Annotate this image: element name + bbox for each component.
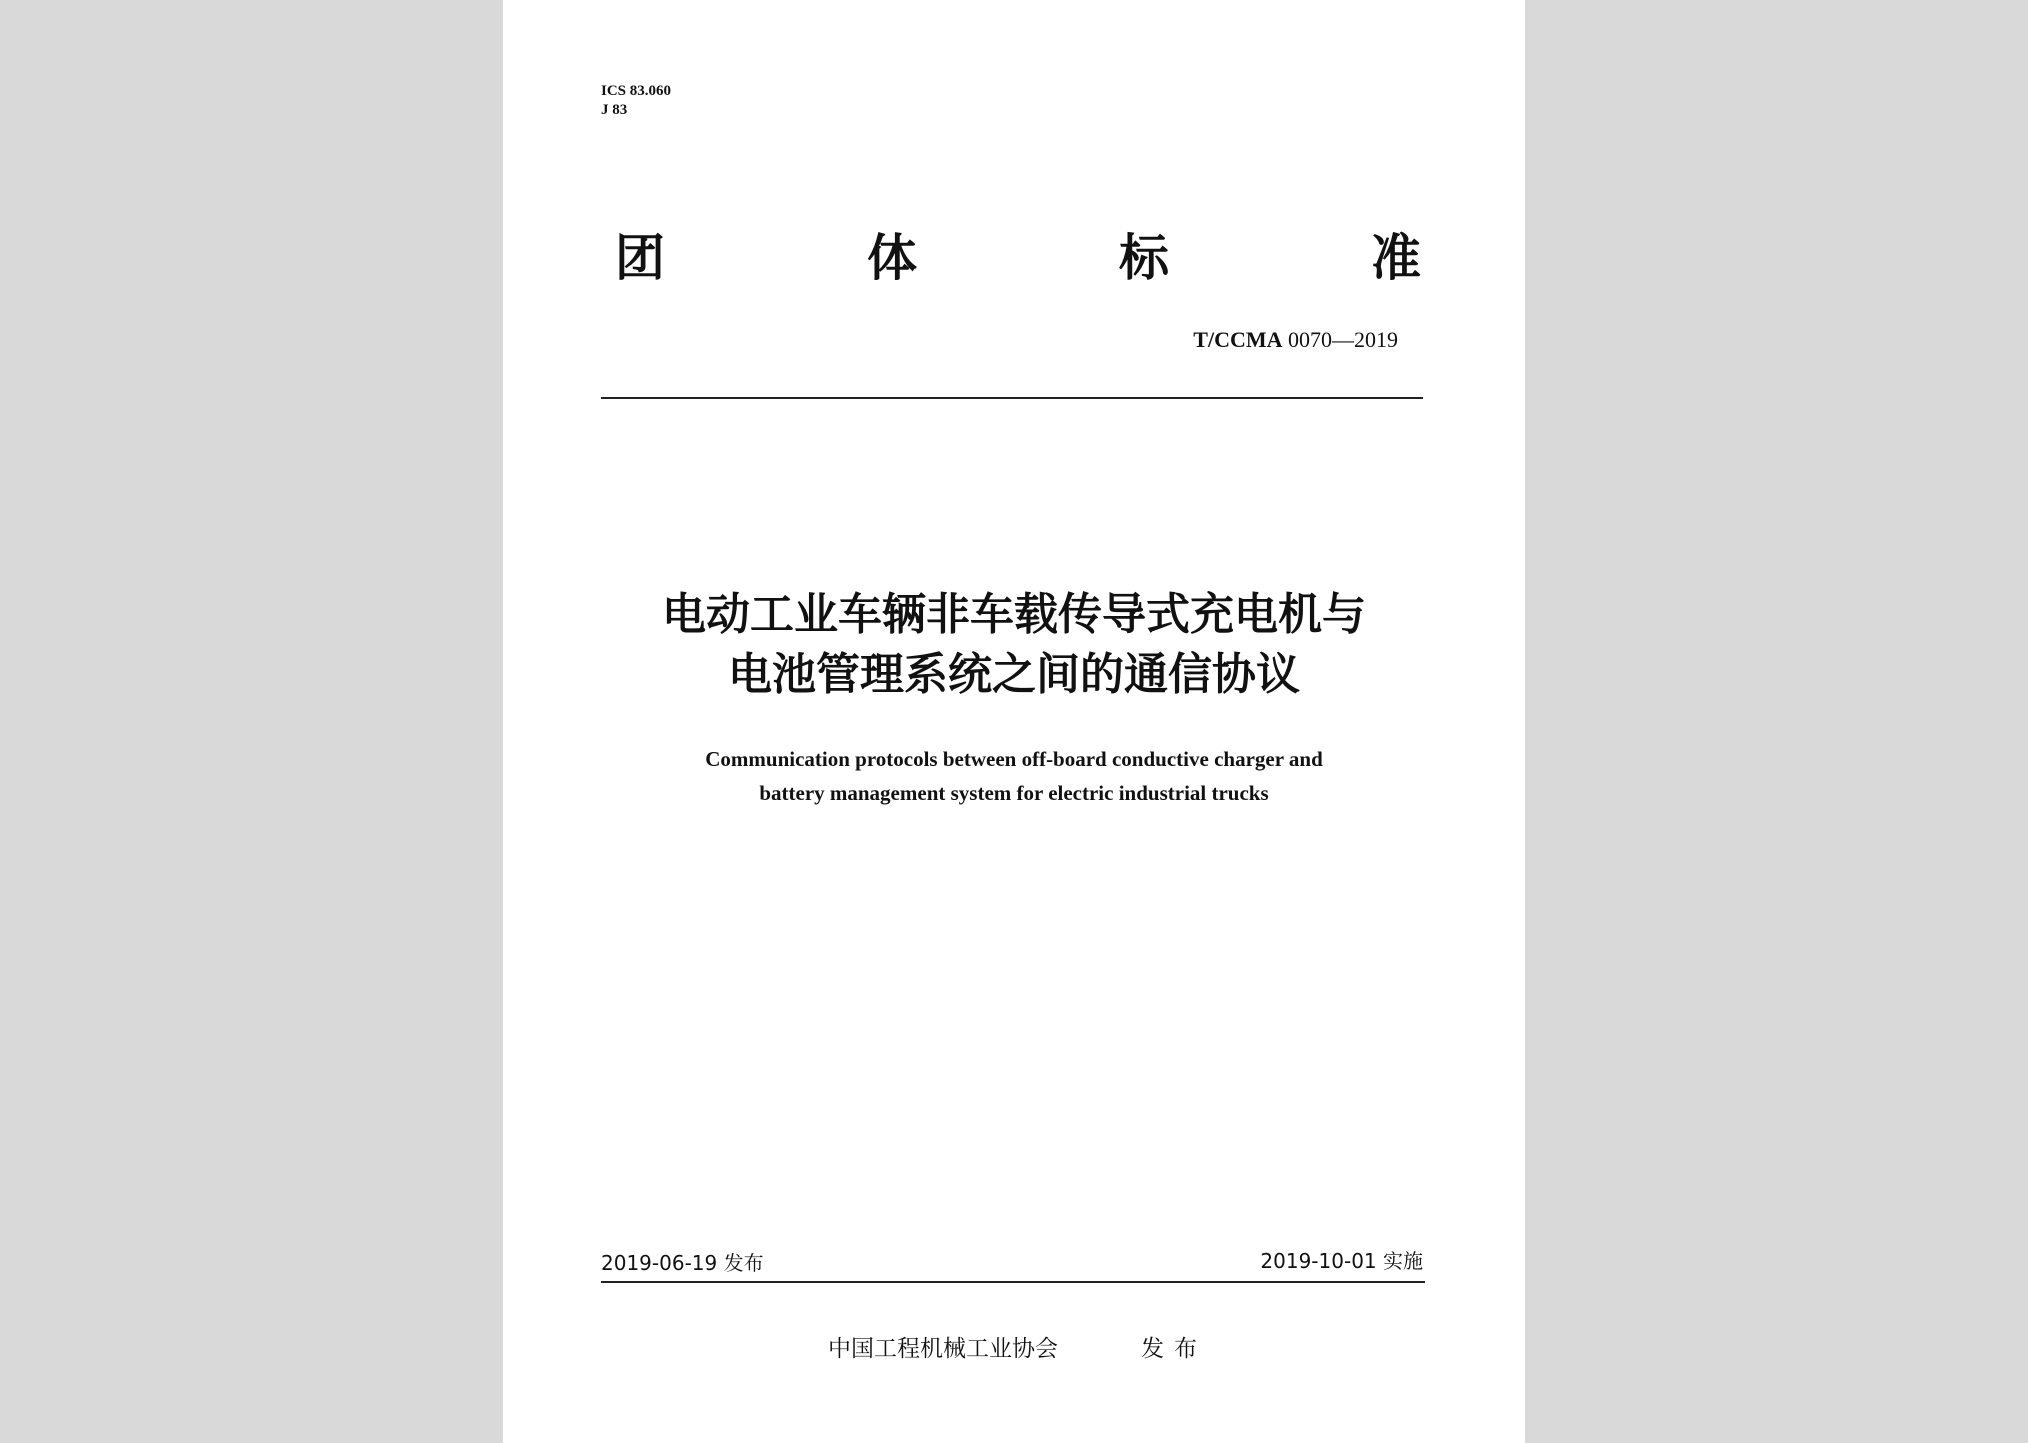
issue-date: 2019-06-19 发布 bbox=[601, 1251, 764, 1275]
standard-type-char: 准 bbox=[1371, 229, 1421, 287]
english-title-line-1: Communication protocols between off-board conductive charger and bbox=[705, 747, 1323, 771]
chinese-title-line-2: 电池管理系统之间的通信协议 bbox=[728, 649, 1300, 700]
ics-code: ICS 83.060 bbox=[601, 83, 672, 99]
document-page bbox=[503, 0, 1525, 1443]
chinese-title bbox=[503, 585, 1525, 705]
standard-type-char: 标 bbox=[1119, 229, 1169, 287]
standard-type-char: 团 bbox=[615, 229, 665, 287]
ccs-code: J 83 bbox=[601, 102, 628, 118]
standard-number-prefix: T/CCMA bbox=[1193, 327, 1283, 352]
classification-codes bbox=[601, 82, 671, 120]
english-title-line-2: battery management system for electric industrial trucks bbox=[759, 781, 1269, 805]
top-divider bbox=[601, 397, 1423, 399]
standard-number-code: 0070—2019 bbox=[1288, 327, 1398, 352]
implementation-date: 2019-10-01 实施 bbox=[1260, 1249, 1423, 1273]
publisher-name: 中国工程机械工业协会 bbox=[828, 1336, 1058, 1362]
standard-type-heading bbox=[615, 228, 1421, 288]
publish-label: 发布 bbox=[1141, 1336, 1207, 1362]
bottom-divider bbox=[601, 1281, 1425, 1283]
chinese-title-line-1: 电动工业车辆非车载传导式充电机与 bbox=[662, 589, 1366, 640]
standard-type-char: 体 bbox=[867, 229, 917, 287]
english-title bbox=[503, 742, 1525, 810]
standard-number bbox=[1193, 327, 1398, 353]
